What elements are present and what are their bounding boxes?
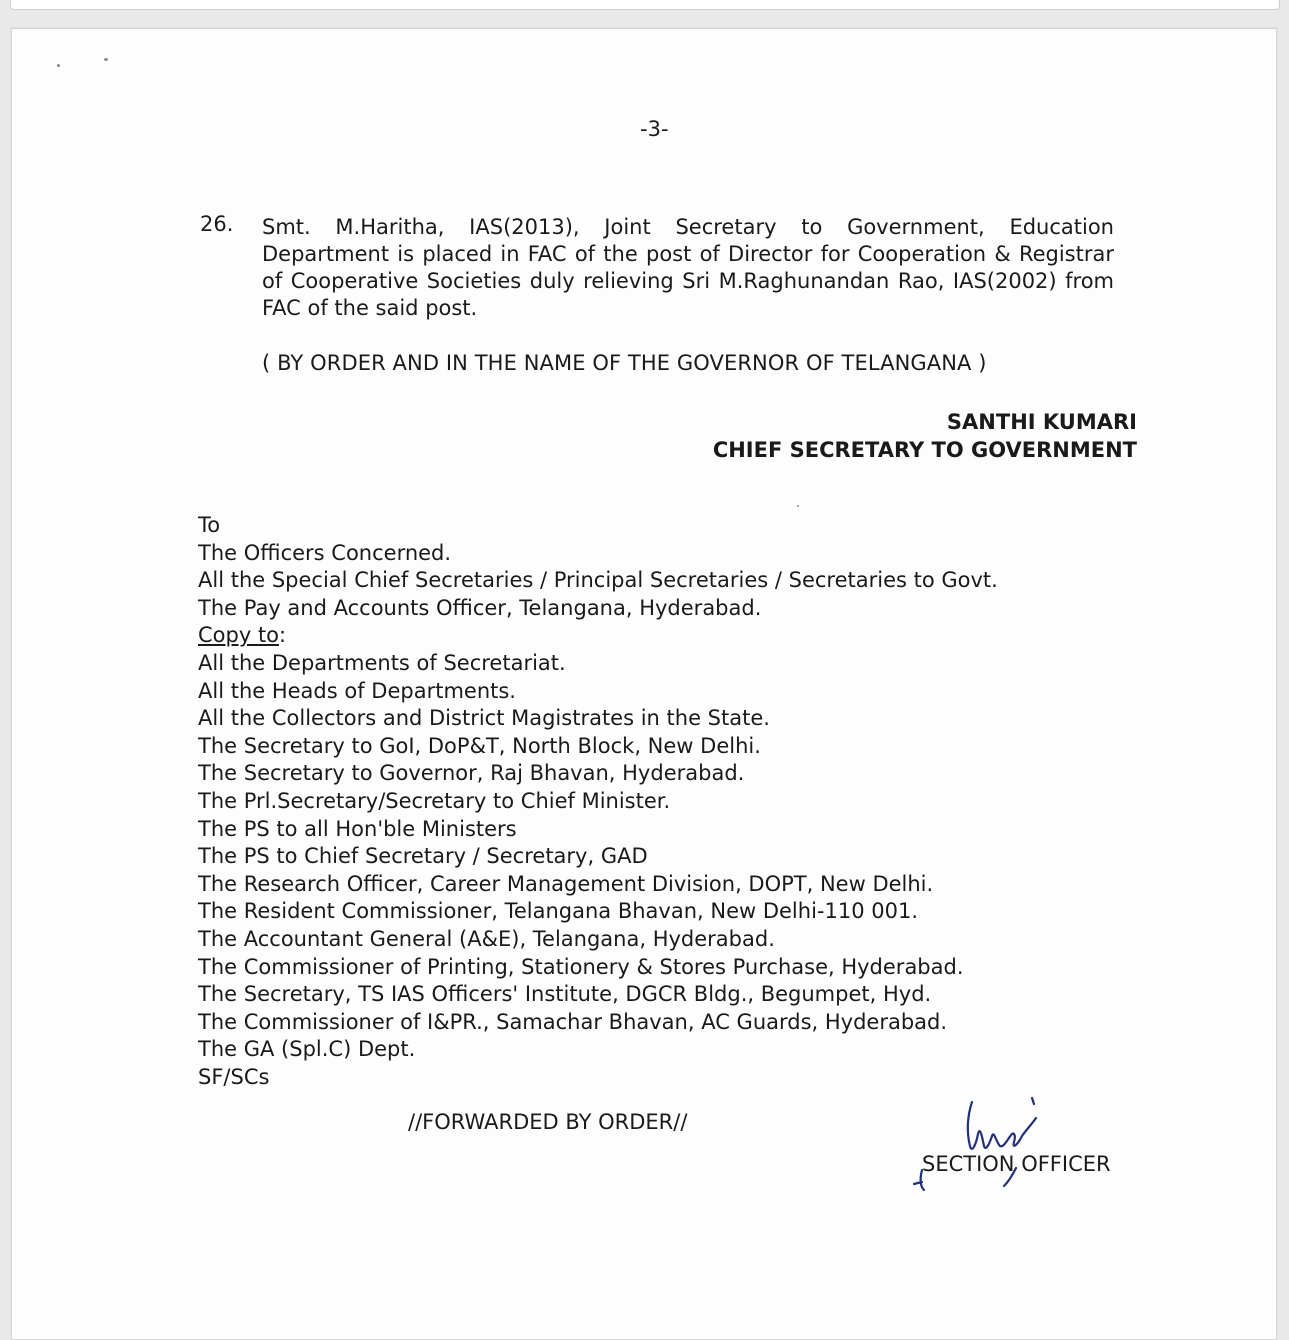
copy-to-recipient: The Secretary to GoI, DoP&T, North Block, New Delhi. xyxy=(198,733,761,758)
to-label: To xyxy=(198,513,221,537)
page-number: -3- xyxy=(640,117,669,141)
signatory-block xyxy=(713,408,1137,464)
copy-to-recipient: The Secretary, TS IAS Officers' Institute, DGCR Bldg., Begumpet, Hyd. xyxy=(198,982,932,1007)
item-number: 26. xyxy=(200,212,234,236)
to-recipient: The Pay and Accounts Officer, Telangana, Hyderabad. xyxy=(198,595,762,620)
copy-to-recipient: All the Collectors and District Magistrates in the State. xyxy=(198,706,770,731)
item-text: Smt. M.Haritha, IAS(2013), Joint Secretary to Government, Education Department is placed in FAC of the post of Director for Cooperation & Registrar of Cooperative Societies duly relieving Sri M.Raghunandan Rao, IAS(2002) from FAC of the said post. xyxy=(262,215,1114,320)
copy-to-recipient: The Resident Commissioner, Telangana Bhavan, New Delhi-110 001. xyxy=(198,899,919,924)
copy-to-recipient: The PS to Chief Secretary / Secretary, GAD xyxy=(198,844,648,869)
scan-speck xyxy=(104,58,108,61)
to-recipient: The Officers Concerned. xyxy=(198,540,452,565)
to-recipient: All the Special Chief Secretaries / Principal Secretaries / Secretaries to Govt. xyxy=(198,568,998,593)
governor-order-line: ( BY ORDER AND IN THE NAME OF THE GOVERNOR OF TELANGANA ) xyxy=(262,351,987,375)
copy-to-recipient: All the Departments of Secretariat. xyxy=(198,650,566,675)
copy-to-recipient: SF/SCs xyxy=(198,1064,270,1089)
distribution-list xyxy=(198,512,998,1091)
copy-to-recipient: The Accountant General (A&E), Telangana, Hyderabad. xyxy=(198,926,775,951)
copy-to-recipient: The PS to all Hon'ble Ministers xyxy=(198,816,517,841)
copy-to-recipient: The GA (Spl.C) Dept. xyxy=(198,1037,416,1062)
scan-speck xyxy=(57,64,60,67)
copy-to-recipient: All the Heads of Departments. xyxy=(198,678,516,703)
section-officer-label: SECTION OFFICER xyxy=(922,1152,1111,1176)
copy-to-recipient: The Secretary to Governor, Raj Bhavan, Hyderabad. xyxy=(198,761,745,786)
copy-to-label: Copy to xyxy=(198,623,280,648)
forwarded-by-order: //FORWARDED BY ORDER// xyxy=(408,1110,688,1134)
copy-to-recipient: The Commissioner of Printing, Stationery & Stores Purchase, Hyderabad. xyxy=(198,954,964,979)
previous-page-edge xyxy=(10,0,1280,10)
copy-to-recipient: The Prl.Secretary/Secretary to Chief Minister. xyxy=(198,788,671,813)
copy-to-recipient: The Research Officer, Career Management Division, DOPT, New Delhi. xyxy=(198,871,934,896)
handwritten-signature xyxy=(908,1082,1058,1207)
copy-to-recipient: The Commissioner of I&PR., Samachar Bhavan, AC Guards, Hyderabad. xyxy=(198,1009,948,1034)
signatory-name: SANTHI KUMARI xyxy=(946,410,1137,434)
copy-to-heading xyxy=(198,622,998,650)
scan-speck xyxy=(797,505,799,507)
signatory-designation: CHIEF SECRETARY TO GOVERNMENT xyxy=(712,438,1137,462)
copy-to-colon: : xyxy=(279,623,287,648)
